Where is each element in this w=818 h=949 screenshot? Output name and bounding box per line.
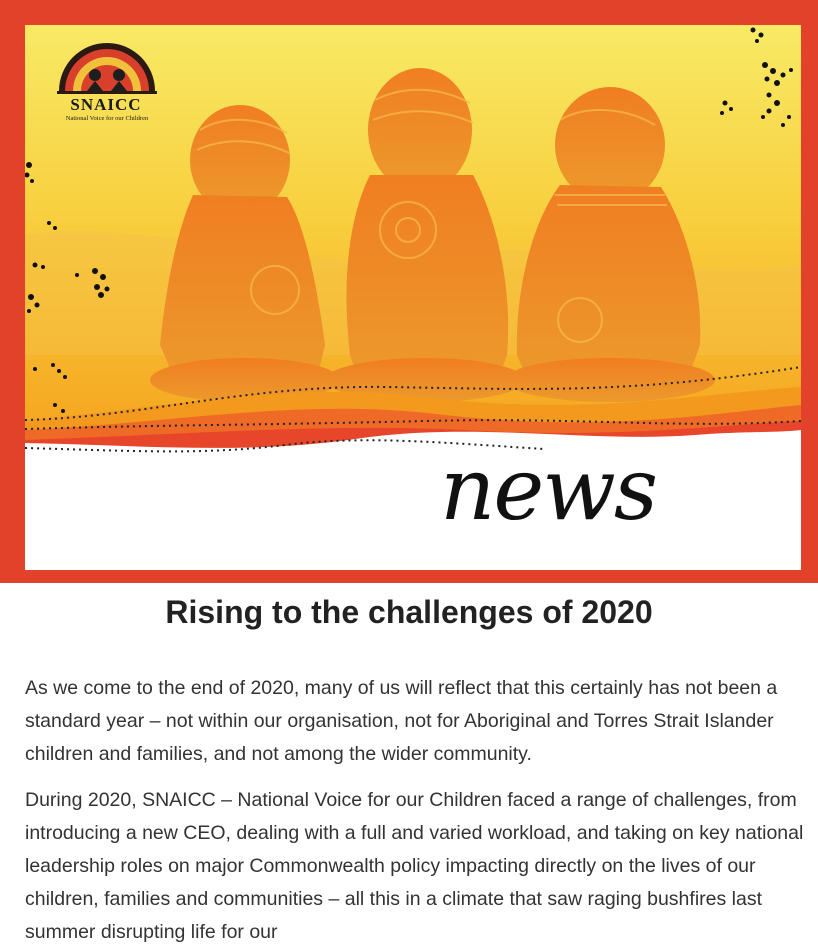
- news-word: news: [440, 440, 657, 540]
- news-wordmark: [440, 427, 690, 547]
- logo-wordmark: SNAICC: [70, 95, 142, 114]
- logo-tagline: National Voice for our Children: [65, 115, 149, 122]
- article-title: Rising to the challenges of 2020: [165, 594, 653, 630]
- article-paragraph: As we come to the end of 2020, many of us will reflect that this certainly has not been a standard year – not within our organisation, not for Aboriginal and Torres Strait Islander children and families, and not among the wider community.: [25, 677, 778, 765]
- hero-image: [25, 25, 801, 570]
- snaicc-logo: [55, 41, 165, 146]
- article-paragraph: During 2020, SNAICC – National Voice for our Children faced a range of challenges, from introducing a new CEO, dealing with a full and varied workload, and taking on key national leadership roles on major Commonwealth policy impacting directly on the lives of our children, families and communities – all this in a climate that saw raging bushfires last summer disrupting life for our: [25, 789, 804, 943]
